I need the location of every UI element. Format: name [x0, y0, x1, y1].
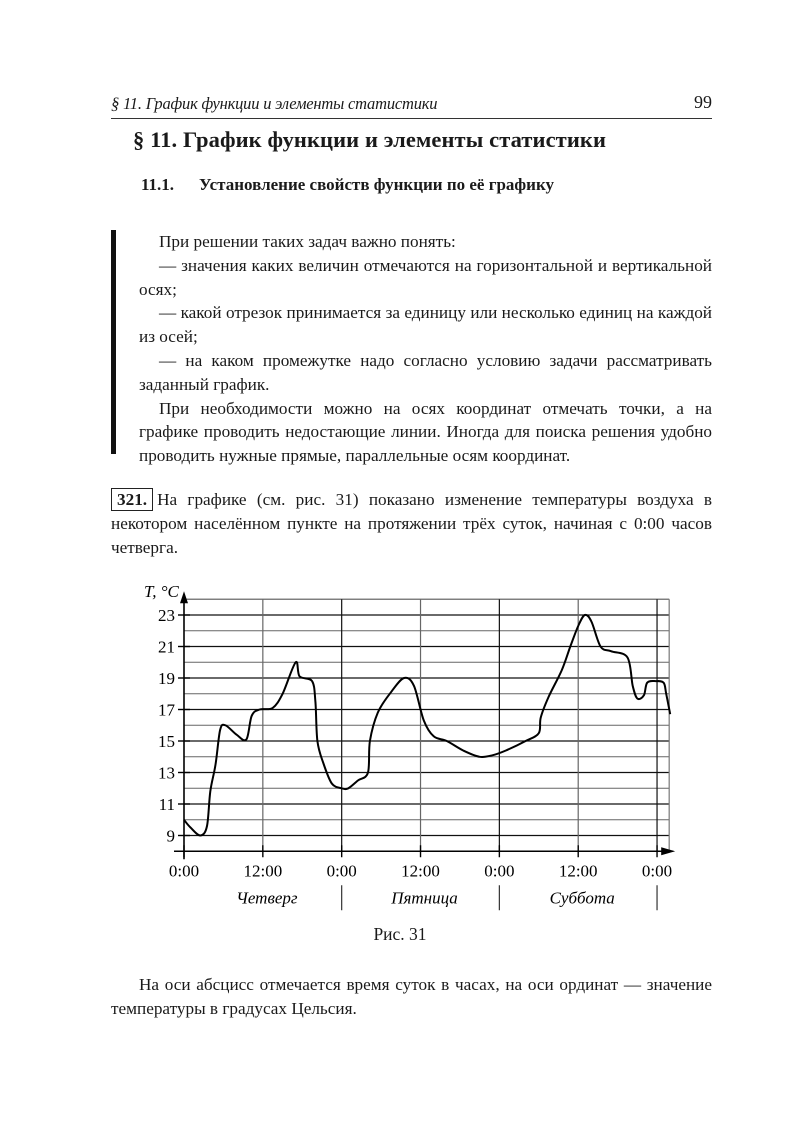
- y-tick-label: 19: [158, 669, 175, 688]
- method-note: [111, 230, 712, 466]
- x-tick-label: 12:00: [243, 861, 283, 881]
- section-title: § 11. График функции и элементы статистики: [133, 127, 607, 152]
- day-label: Пятница: [391, 888, 458, 908]
- day-label: Четверг: [236, 888, 298, 908]
- problem-321: [111, 488, 712, 560]
- x-tick-label: 0:00: [641, 861, 673, 881]
- figure-caption: Рис. 31: [373, 924, 427, 944]
- subsection-number: 11.1.: [141, 175, 175, 194]
- note-marker-bar: [111, 230, 116, 454]
- axis-explanation: [111, 973, 712, 1021]
- x-tick-label: 0:00: [484, 861, 515, 881]
- y-tick-label: 17: [158, 700, 175, 720]
- note-line: — на каком промежутке надо согласно условию задачи рассматривать заданный график.: [139, 350, 712, 394]
- problem-text: На графике (см. рис. 31) показано изменение температуры воздуха в некотором населённом пункте на протяжении трёх суток, начиная с 0:00 часов четверга.: [111, 490, 712, 557]
- y-tick-label: 13: [158, 763, 175, 783]
- x-tick-label: 0:00: [168, 861, 200, 881]
- x-axis-arrow-icon: [661, 847, 675, 855]
- note-line: При решении таких задач важно понять:: [159, 232, 456, 251]
- y-tick-label: 21: [158, 637, 175, 657]
- subsection-title: Установление свойств функции по её графику: [199, 175, 555, 194]
- x-tick-label: 0:00: [326, 861, 357, 881]
- subsection-heading: [141, 175, 554, 195]
- note-line: — значения каких величин отмечаются на горизонтальной и вертикальной осях;: [139, 255, 712, 299]
- y-tick-label: 23: [158, 606, 175, 625]
- x-tick-label: 12:00: [401, 861, 440, 881]
- axis-explanation-text: На оси абсцисс отмечается время суток в часах, на оси ординат — значение температуры в градусах Цельсия.: [111, 975, 712, 1018]
- problem-number: 321.: [111, 488, 153, 511]
- y-tick-label: 11: [158, 795, 175, 814]
- note-line: — какой отрезок принимается за единицу или несколько единиц на каждой из осей;: [139, 303, 712, 347]
- y-axis-arrow-icon: [180, 591, 188, 603]
- note-line: При необходимости можно на осях координат отмечать точки, а на графике проводить недостающие линии. Иногда для поиска решения удобно проводить нужные прямые, параллельные осям координат.: [139, 398, 712, 466]
- y-tick-label: 9: [166, 826, 175, 846]
- running-head: [111, 94, 712, 119]
- page-number: 99: [694, 92, 712, 112]
- note-text: [139, 230, 712, 468]
- day-label: Суббота: [549, 888, 615, 908]
- running-head-title: § 11. График функции и элементы статистики: [111, 94, 438, 113]
- y-axis-label: T, °C: [144, 582, 179, 601]
- y-tick-label: 15: [158, 732, 175, 751]
- temperature-curve: [184, 615, 670, 836]
- x-tick-label: 12:00: [558, 861, 598, 881]
